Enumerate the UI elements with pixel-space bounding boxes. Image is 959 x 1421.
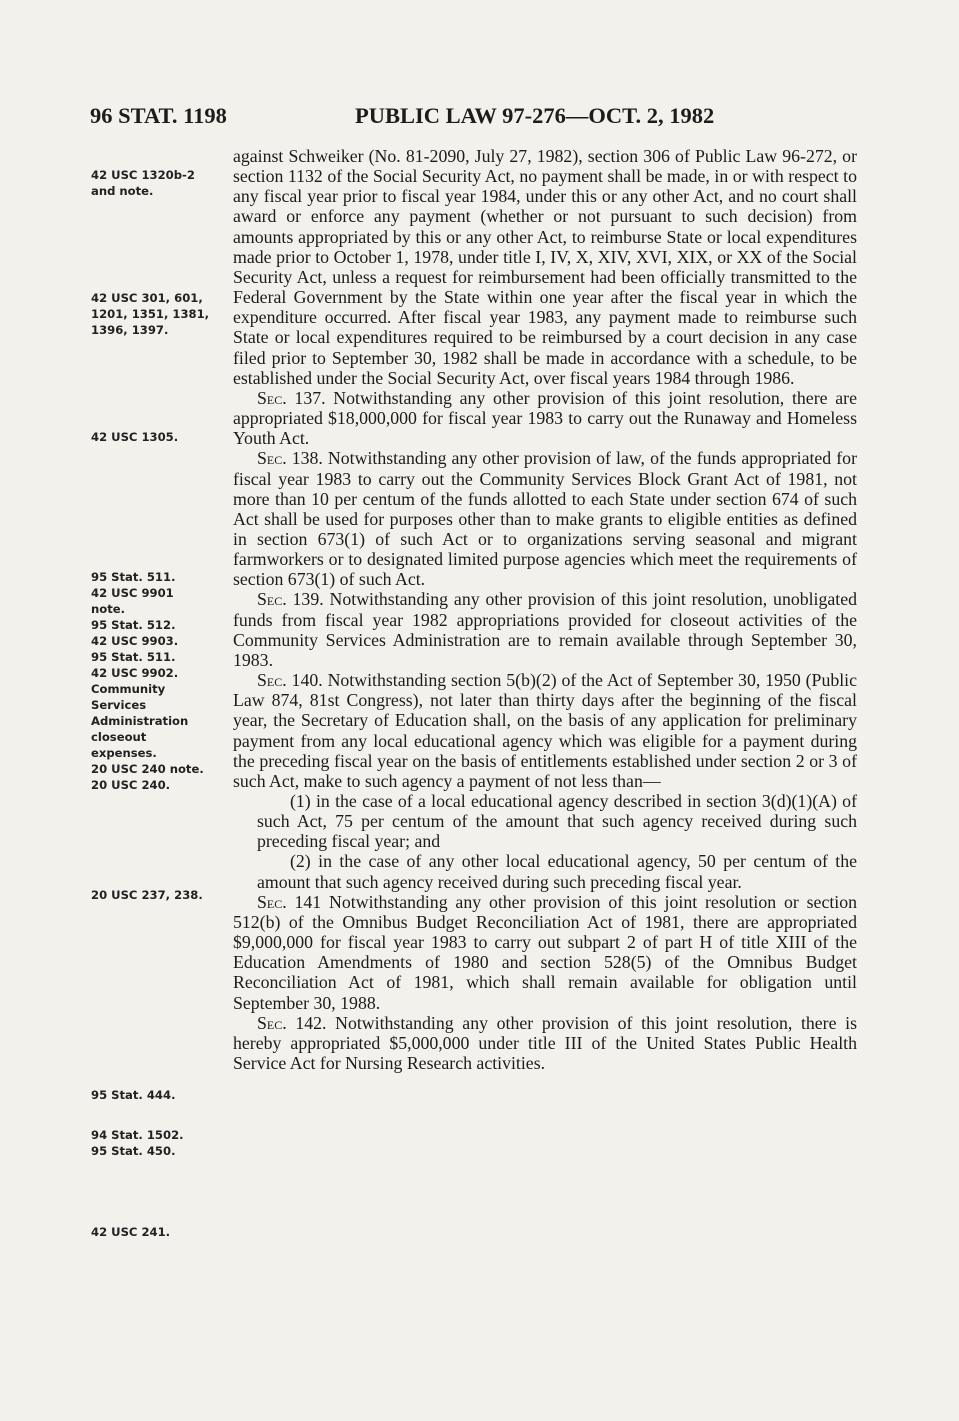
section-text: Notwithstanding any other provision of this joint resolution, unobligated funds from fiscal year 1982 appropriations provided for closeout activities of the Community Services Administration are to remain available through September 30, 1983. [233,589,857,670]
section-label: Sec. 141 [257,891,322,912]
section-140-item-1: (1) in the case of a local educational agency described in section 3(d)(1)(A) of such Act, 75 per centum of the amount that such agency received during such preceding fiscal year; and [257,791,857,852]
section-label: Sec. 139. [257,589,324,610]
margin-note: 94 Stat. 1502. 95 Stat. 450. [91,1128,184,1158]
section-140 [233,670,857,791]
section-label: Sec. 138. [257,448,323,469]
section-140-item-2: (2) in the case of any other local educational agency, 50 per centum of the amount that such agency received during such preceding fiscal year. [257,851,857,892]
section-139 [233,589,857,670]
section-138 [233,448,857,589]
section-label: Sec. 142. [257,1012,327,1033]
paragraph-continuation: against Schweiker (No. 81-2090, July 27, 1982), section 306 of Public Law 96-272, or section 1132 of the Social Security Act, no payment shall be made, in or with respect to any fiscal year prior to fiscal year 1984, under this or any other Act, and no court shall award or enforce any payment (whether or not pursuant to such decision) from amounts appropriated by this or any other Act, to reimburse State or local expenditures made prior to October 1, 1978, under title I, IV, X, XIV, XVI, XIX, or XX of the Social Security Act, unless a request for reimbursement had been officially transmitted to the Federal Government by the State within one year after the fiscal year in which the expenditure occurred. After fiscal year 1983, any payment made to reimburse such State or local expenditures required to be reimbursed by a court decision in any case filed prior to September 30, 1982 shall be made in accordance with a schedule, to be established under the Social Security Act, over fiscal years 1984 through 1986. [233,146,857,388]
public-law-title: PUBLIC LAW 97-276—OCT. 2, 1982 [355,103,715,128]
section-text: Notwithstanding any other provision of this joint resolution, there is hereby appropriated $5,000,000 under title III of the United States Public Health Service Act for Nursing Research activities. [233,1012,858,1074]
margin-note: 42 USC 301, 601, 1201, 1351, 1381, 1396, 1397. [91,291,210,337]
margin-note: 42 USC 1320b-2 and note. [91,168,195,198]
stat-page-number: 96 STAT. 1198 [90,103,227,128]
margin-note: 42 USC 241. [91,1225,171,1239]
section-text: Notwithstanding any other provision of this joint resolution or section 512(b) of the Omnibus Budget Reconciliation Act of 1981, there are appropriated $9,000,000 for fiscal year 1983 to carry out subpart 2 of part H of title XIII of the Education Amendments of 1980 and section 528(5) of the Omnibus Budget Reconciliation Act of 1981, which shall remain available for obligation until September 30, 1988. [233,891,857,1013]
margin-note: 42 USC 1305. [91,430,179,444]
section-label: Sec. 137. [257,387,326,408]
margin-note: 20 USC 237, 238. [91,888,203,902]
section-label: Sec. 140. [257,670,323,691]
statute-body [233,146,857,1073]
section-text: Notwithstanding any other provision of this joint resolution, there are appropriated $18,000,000 for fiscal year 1983 to carry out the Runaway and Homeless Youth Act. [233,387,857,449]
section-text: Notwithstanding any other provision of law, of the funds appropriated for fiscal year 1983 to carry out the Community Services Block Grant Act of 1981, not more than 10 per centum of the funds allotted to each State under section 674 of such Act shall be used for purposes other than to make grants to eligible entities as defined in section 673(1) of such Act or to organizations serving seasonal and migrant farmworkers or to designated limited purpose agencies which meet the requirements of section 673(1) of such Act. [233,448,857,590]
section-text: Notwithstanding section 5(b)(2) of the Act of September 30, 1950 (Public Law 874, 81st Congress), not later than thirty days after the beginning of the fiscal year, the Secretary of Education shall, on the basis of any application for preliminary payment from any local educational agency which was eligible for a payment during the preceding fiscal year on the basis of entitlements established under section 2 or 3 of such Act, make to such agency a payment of not less than— [233,670,857,791]
section-137 [233,388,857,448]
margin-note: 95 Stat. 444. [91,1088,176,1102]
margin-note: 95 Stat. 511. 42 USC 9901 note. 95 Stat. 512. 42 USC 9903. 95 Stat. 511. 42 USC 9902. Community Services Administration closeout expenses. 20 USC 240 note. 20 USC 240. [91,570,204,792]
section-141 [233,892,857,1013]
section-142 [233,1013,857,1073]
